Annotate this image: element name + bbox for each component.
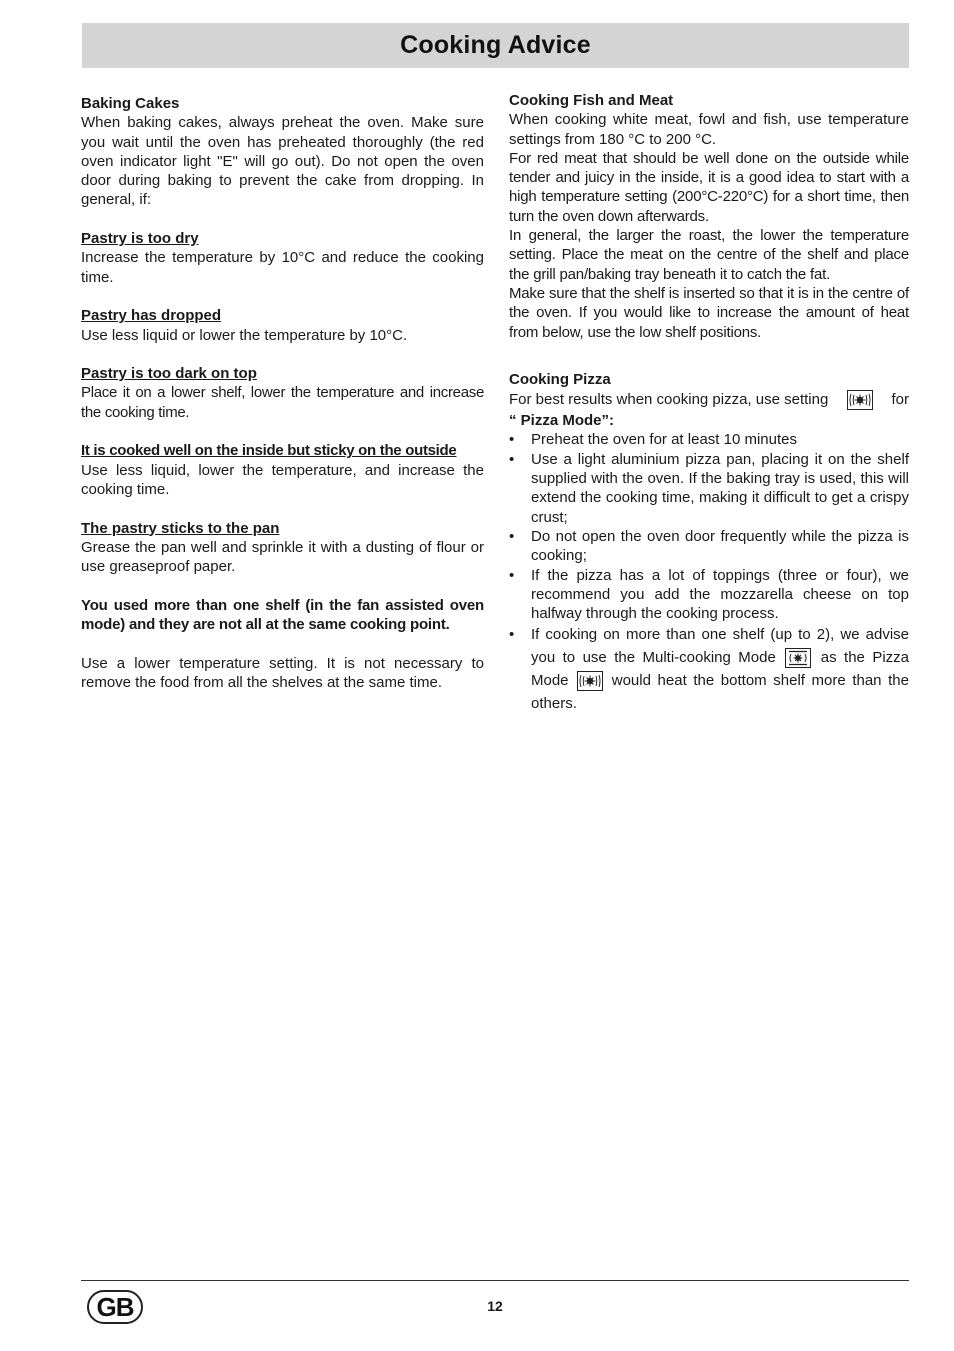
pizza-intro-after: for	[891, 391, 909, 409]
section-text: When cooking white meat, fowl and fish, use temperature settings from 180 °C to 200 °C.	[509, 111, 909, 148]
section-heading: Pastry is too dry	[81, 230, 199, 248]
pizza-tips-list	[509, 430, 909, 715]
list-item-text: would heat the bottom shelf more than the others.	[531, 672, 909, 713]
list-item: • Preheat the oven for at least 10 minutes	[509, 430, 909, 449]
section-multi-shelf	[81, 596, 484, 692]
pizza-mode-icon	[847, 390, 873, 410]
section-sticks-pan	[81, 519, 484, 577]
section-text: Use less liquid or lower the temperature by 10°C.	[81, 326, 408, 344]
footer-divider	[81, 1280, 909, 1281]
section-heading: Pastry is too dark on top	[81, 365, 257, 383]
language-badge: GB	[87, 1290, 143, 1324]
section-too-dark	[81, 364, 484, 422]
page-number: 12	[487, 1298, 503, 1314]
section-dropped	[81, 306, 484, 345]
page-title: Cooking Advice	[400, 31, 591, 59]
section-text: In general, the larger the roast, the lower the temperature setting. Place the meat on the centre of the shelf and place the grill pan/baking tray beneath it to catch the fat.	[509, 227, 909, 283]
section-text: Grease the pan well and sprinkle it with a dusting of flour or use greaseproof paper.	[81, 538, 484, 576]
list-item: • If the pizza has a lot of toppings (three or four), we recommend you add the mozzarella cheese on top halfway through the cooking process.	[509, 566, 909, 624]
pizza-intro	[509, 389, 909, 411]
section-heading: It is cooked well on the inside but sticky on the outside	[81, 442, 457, 460]
pizza-mode-label: “ Pizza Mode”:	[509, 412, 615, 430]
section-text: Use a lower temperature setting. It is not necessary to remove the food from all the shelves at the same time.	[81, 654, 484, 691]
section-heading: The pastry sticks to the pan	[81, 519, 280, 537]
section-heading: Cooking Fish and Meat	[509, 92, 674, 109]
multi-cooking-mode-icon	[785, 648, 811, 668]
section-text: Increase the temperature by 10°C and reduce the cooking time.	[81, 249, 484, 286]
section-text: For red meat that should be well done on the outside while tender and juicy in the inside, it is a good idea to start with a high temperature setting (200°C-220°C) for a short time, then turn the oven down afterwards.	[509, 149, 909, 225]
section-sticky	[81, 441, 484, 499]
section-heading: Cooking Pizza	[509, 370, 611, 388]
section-text: Use less liquid, lower the temperature, and increase the cooking time.	[81, 461, 484, 498]
list-item	[509, 623, 909, 715]
title-bar	[82, 23, 909, 68]
section-too-dry	[81, 229, 484, 287]
section-fish-meat	[509, 91, 909, 342]
section-heading: Baking Cakes	[81, 95, 180, 112]
section-pizza	[509, 370, 909, 716]
list-item-text: as the Pizza Mode	[531, 649, 910, 690]
list-item: • Do not open the oven door frequently while the pizza is cooking;	[509, 527, 909, 566]
section-baking-cakes	[81, 94, 484, 210]
pizza-mode-icon	[577, 671, 603, 691]
pizza-intro-text: For best results when cooking pizza, use setting	[509, 391, 829, 409]
list-item-text: If cooking on more than one shelf (up to 2), we advise you to use the Multi-cooking Mode	[531, 626, 909, 667]
section-text: Place it on a lower shelf, lower the temperature and increase the cooking time.	[81, 384, 484, 421]
section-text: Make sure that the shelf is inserted so that it is in the centre of the oven. If you would like to increase the amount of heat from below, use the low shelf positions.	[509, 284, 909, 341]
right-column	[509, 91, 909, 715]
section-heading: You used more than one shelf (in the fan assisted oven mode) and they are not all at the same cooking point.	[81, 596, 484, 634]
list-item: • Use a light aluminium pizza pan, placing it on the shelf supplied with the oven. If the baking tray is used, this will extend the cooking time, making it difficult to get a crispy crust;	[509, 450, 909, 527]
section-text: When baking cakes, always preheat the oven. Make sure you wait until the oven has preheated thoroughly (the red oven indicator light "E" will go out). Do not open the oven door during baking to prevent the cake from dropping. In general, if:	[81, 114, 484, 209]
left-column	[81, 94, 484, 692]
section-heading: Pastry has dropped	[81, 307, 222, 325]
